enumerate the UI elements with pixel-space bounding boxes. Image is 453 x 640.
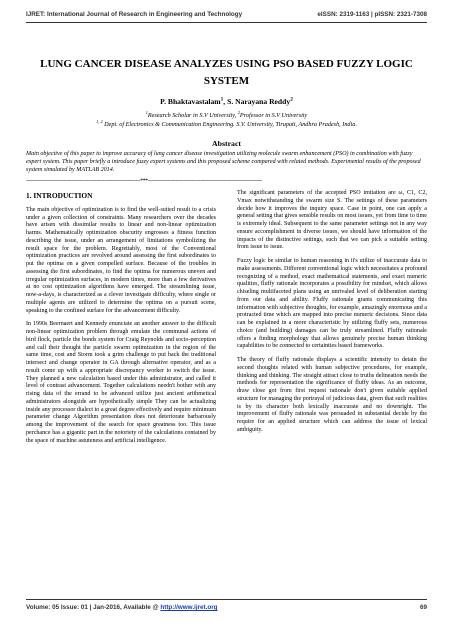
journal-link[interactable]: http://www.ijret.org — [160, 604, 218, 611]
author-1: P. Bhaktavastalam — [160, 97, 221, 106]
affiliations — [26, 109, 427, 130]
paragraph: The theory of fluffy rationale displays a scientific intensity to detain the second thoughts related with human subjective procedures, for example, thinking and thinking. The straight attract close to truths delineation needs the methods for representation the significance of fluffy ideas. As an outcome, draw close got from first request rationale don't given suitable applied structure for managing the portrayal of judicious data, given that such realities is by its character both lexically inaccurate and no downright. The improvement of fluffy rationale was persuaded in substantial decide by the require for an applied structure which can address the issue of lexical ambiguity. — [237, 357, 427, 433]
running-header — [26, 11, 427, 18]
paragraph: The main objective of optimization is to find the well-suited result to a crisis under a given collection of constraints. Many researchers over the decades have arisen with dissimilar results to linear and non-linear optimization harms. Mathematically optimization obscurity engrosses a fitness function describing the issue, under an arrangement of limitations symbolizing the result space for the problem. Regrettably, most of the Conventional optimization practices are revolved around assessing the first subordinates to put the optima on a given compelled surface. Because of the troubles in assessing the first subordinates, to find the optima for numerous uneven and irregular optimization surfaces, in modern times, more than a few derivatives at no cost optimization algorithms have emerged. The streamlining issue, now-a-days, is characterized as a clever investigate difficulty, where single or multiple agents are utilized to determine the optima on a pursuit scene, speaking to the confined surface for the advancement difficulty. — [26, 206, 216, 314]
paragraph: In 1990s Beernaert and Kennedy enunciate an another answer to the difficult non-linear optimization problem through emulate the communal actions of bird flock, particle the bonds system for Craig Reynolds and socio-perception and call their thought the particle swarm optimization in the region of the same time, cost and Storm took a grim challenge to put back the traditional intersect and change operator in GA through alternative operator, and as a result come up with a appropriate discrepancy worker to switch the issue. They planned a new calculation based under this administrator, and called it level of contrast advancement. Together calculations needn't bother with any rising data of the errand to be advanced utilize just ancient arithmetical administrators alongside are hypothetically simple They can be actualizing inside any processor dialect to a great degree effectively and require minimum parameter change Algorithm presentation does not deteriorate barbarously among the improvement of the search for space greatness too. This issue perchance has a gigantic part in the notoriety of the calculations contained by the space of machine astuteness and artificial intelligence. — [26, 321, 216, 444]
footer-volume: Volume: 05 Issue: 01 | Jan-2016, Available @ http://www.ijret.org — [26, 604, 218, 611]
page-footer — [26, 604, 427, 611]
paper-title: LUNG CANCER DISEASE ANALYZES USING PSO BASED FUZZY LOGIC SYSTEM — [40, 58, 413, 87]
header-rule — [26, 22, 427, 23]
journal-name: IJRET: International Journal of Research in Engineering and Technology — [26, 11, 243, 18]
paragraph: Fuzzy logic be similar to human reasoning in it's utilize of inaccurate data to make assessments. Different conventional logic which necessitates a profound recognizing of a method, exact mathematical statements, and exact numeric qualities, fluffy rationale incorporates a possibility for mindset, which allows chiseling multifaceted plans using an unrivaled level of deliberation starting from our data and ability. Fluffy rationale grants communicating this information with subjective thoughts, for example, amazingly enormous and a protracted time which are mapped into precise numeric decisions. Since data can be explained in a more characteristic by utilizing fluffy sets, numerous choice (and building) damages can be truly streamlined. Fluffy rationale offers a finding morphology that allows genuinely precise human thinking capabilities to be connected to certainties based frameworks. — [237, 258, 427, 350]
author-2-sup: 2 — [290, 96, 293, 103]
abstract-heading: Abstract — [211, 139, 241, 148]
right-column — [237, 190, 427, 441]
issn: eISSN: 2319-1163 | pISSN: 2321-7308 — [317, 11, 427, 18]
paragraph: The significant parameters of the accepted PSO imitation are ω, C1, C2, Vmax notwithstanding the swarm size S. The settings of these parameters decide how it improves the inquiry space. Case in point, one can apply a general setting that gives sensible results on most issues, yet from time to time is extremely ideal. Subsequent to the same parameter settings not in any way ensure accomplishment in diverse issues, we should have information of the impacts of the distinctive settings, such that we can pick a suitable setting from issue to issue. — [237, 190, 427, 251]
affiliation-line-2: $^{1, 2}$ Dept. of Electronics & Communication Engineering. S.V. University, Tirupati, Andhra Pradesh, India. — [96, 118, 357, 128]
author-2: S. Narayana Reddy — [227, 97, 291, 106]
footer-rule — [26, 599, 427, 600]
left-column — [26, 190, 216, 451]
section-heading: 1. INTRODUCTION — [26, 191, 93, 200]
abstract-text: Main objective of this paper to improve accuracy of lung cancer disease investigation utilizing molecule swarm enhancement (PSO) in combination with fuzzy expert system. This paper briefly a introduce fuzzy expert systems and this proposed scheme compared with related methods. Experimental results of the proposed system simulated by MATLAB 2014. — [26, 151, 421, 174]
page-number: 69 — [419, 604, 427, 611]
affiliation-line-1: $^1$Research Scholar in S.V University, $^2$Professor in S.V University — [145, 109, 308, 119]
authors-line: P. Bhaktavastalam$^1$, S. Narayana Reddy$^2$ — [160, 96, 293, 106]
section-separator: ----------------------------------------------------------------------***---------------------------------------------------------------------- — [26, 178, 263, 184]
author-1-sup: 1 — [220, 96, 224, 103]
